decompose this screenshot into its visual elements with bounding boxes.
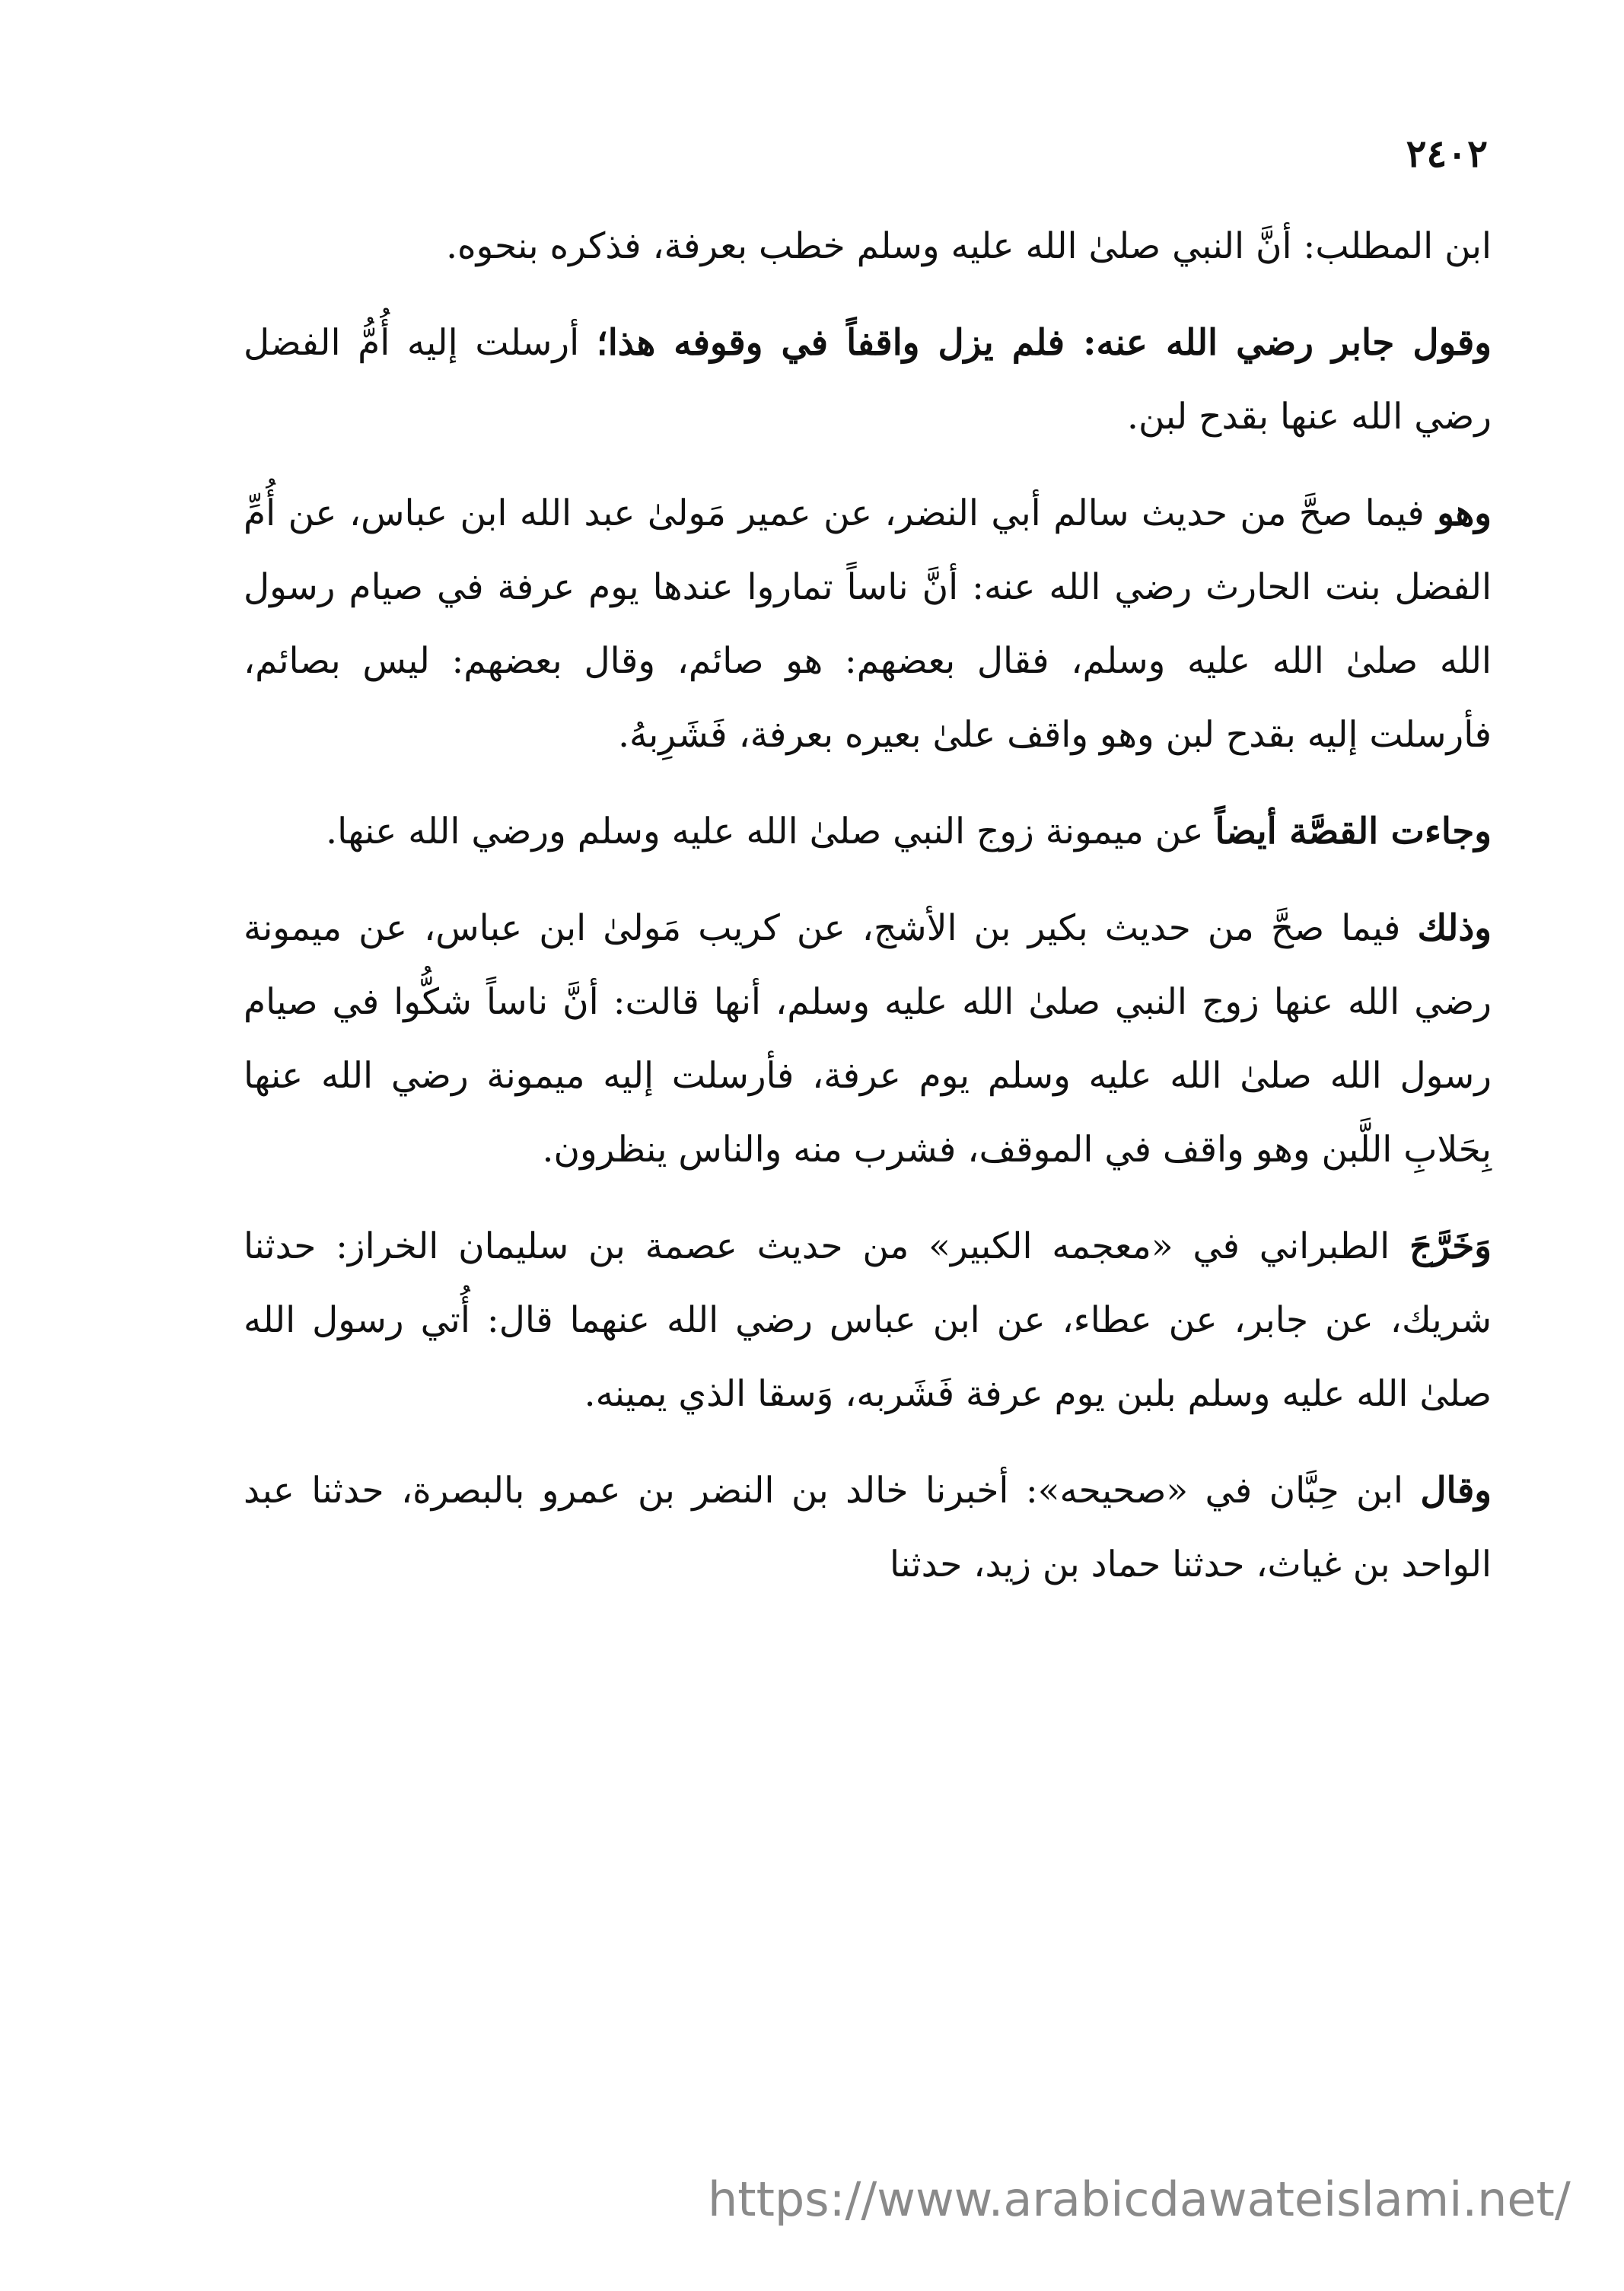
- paragraph-3-text: فيما صحَّ من حديث سالم أبي النضر، عن عمير مَولىٰ عبد الله ابن عباس، عن أُمِّ الفضل بنت الحارث رضي الله عنه: أنَّ ناساً تماروا عندها يوم عرفة في صيام رسول الله صلىٰ الله عليه وسلم، فقال بعضهم: هو صائم، وقال بعضهم: ليس بصائم، فأرسلت إليه بقدح لبن وهو واقف علىٰ بعيره بعرفة، فَشَرِبهُ.: [244, 492, 1492, 756]
- source-url-watermark: https://www.arabicdawateislami.net/: [708, 2172, 1571, 2227]
- paragraph-2-text: أرسلت إليه أُمُّ الفضل رضي الله عنها بقدح لبن.: [244, 322, 1492, 438]
- paragraph-7-text: ابن حِبَّان في «صحيحه»: أخبرنا خالد بن النضر بن عمرو بالبصرة، حدثنا عبد الواحد بن غياث، حدثنا حماد بن زيد، حدثنا: [244, 1470, 1492, 1585]
- paragraph-4-text: عن ميمونة زوج النبي صلىٰ الله عليه وسلم ورضي الله عنها.: [326, 811, 1215, 852]
- paragraph-2: [244, 306, 1492, 454]
- paragraph-6: [244, 1209, 1492, 1431]
- paragraph-5-text: فيما صحَّ من حديث بكير بن الأشج، عن كريب مَولىٰ ابن عباس، عن ميمونة رضي الله عنها زوج النبي صلىٰ الله عليه وسلم، أنها قالت: أنَّ ناساً شكُّوا في صيام رسول الله صلىٰ الله عليه وسلم يوم عرفة، فأرسلت إليه ميمونة رضي الله عنها بِحَلابِ اللَّبن وهو واقف في الموقف، فشرب منه والناس ينظرون.: [244, 907, 1492, 1171]
- paragraph-5: [244, 891, 1492, 1187]
- page-body: [244, 209, 1492, 1624]
- page-number: ٢٤٠٢: [1406, 131, 1488, 176]
- paragraph-1: [244, 209, 1492, 283]
- paragraph-7: [244, 1454, 1492, 1601]
- paragraph-6-lead: وَخَرَّجَ: [1409, 1225, 1492, 1267]
- paragraph-4-lead: وجاءت القصَّة أيضاً: [1215, 811, 1492, 852]
- paragraph-1-text: ابن المطلب: أنَّ النبي صلىٰ الله عليه وسلم خطب بعرفة، فذكره بنحوه.: [446, 225, 1492, 267]
- paragraph-6-text: الطبراني في «معجمه الكبير» من حديث عصمة بن سليمان الخراز: حدثنا شريك، عن جابر، عن عطاء، عن ابن عباس رضي الله عنهما قال: أُتي رسول الله صلىٰ الله عليه وسلم بلبن يوم عرفة فَشَربه، وَسقا الذي يمينه.: [244, 1225, 1492, 1415]
- paragraph-2-lead: وقول جابر رضي الله عنه: فلم يزل واقفاً في وقوفه هذا؛: [596, 322, 1492, 364]
- paragraph-7-lead: وقال: [1420, 1470, 1492, 1512]
- paragraph-5-lead: وذلك: [1417, 907, 1492, 949]
- paragraph-3-lead: وهو: [1437, 492, 1492, 534]
- paragraph-3: [244, 476, 1492, 772]
- paragraph-4: [244, 795, 1492, 868]
